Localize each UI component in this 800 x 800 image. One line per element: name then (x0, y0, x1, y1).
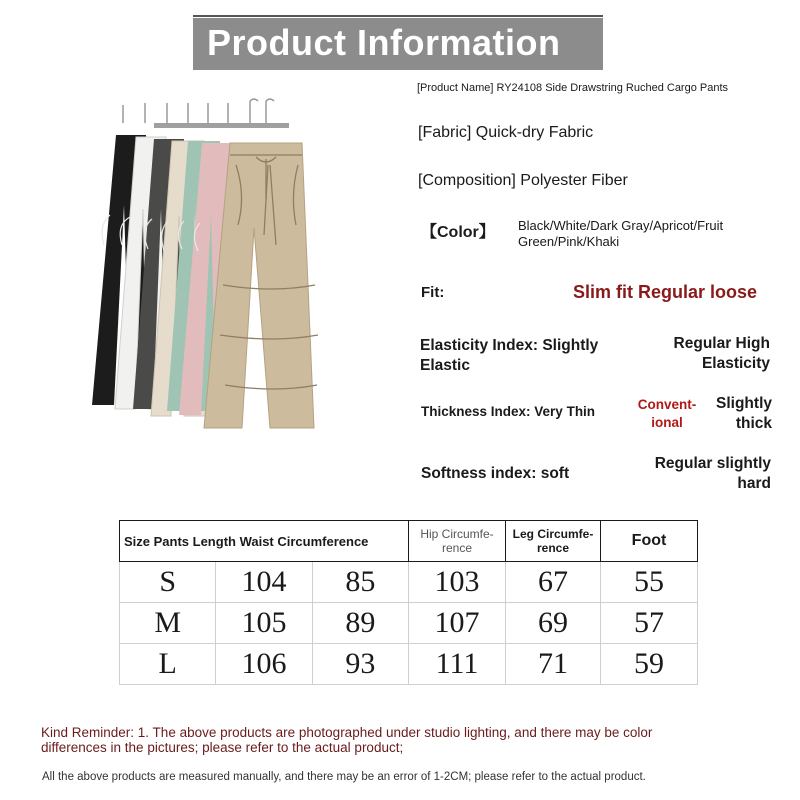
color-values-line1: Black/White/Dark Gray/Apricot/Fruit (518, 218, 724, 233)
kind-reminder (41, 725, 652, 755)
cell-length: 104 (216, 562, 312, 603)
page-title: Product Information (207, 22, 561, 63)
header-hip-line2: rence (441, 541, 473, 555)
cell-foot: 57 (601, 603, 698, 644)
header-hip (409, 521, 506, 562)
softness-label: Softness index: soft (421, 465, 570, 482)
kind-reminder-line2: differences in the pictures; please refer to the actual product; (41, 740, 404, 755)
cell-size: S (120, 562, 216, 603)
header-leg (506, 521, 601, 562)
cell-length: 106 (216, 644, 312, 685)
cell-waist: 85 (312, 562, 408, 603)
size-table (119, 520, 698, 685)
thickness-value-line2: thick (735, 415, 772, 432)
title-top-rule (193, 15, 603, 17)
cell-length: 105 (216, 603, 312, 644)
kind-reminder-line1: Kind Reminder: 1. The above products are photographed under studio lighting, and there may be color (41, 725, 653, 740)
header-hip-line1: Hip Circumfe- (420, 527, 494, 541)
thickness-value-line1: Slightly (716, 395, 772, 412)
elasticity-value (640, 334, 770, 374)
table-row (120, 603, 698, 644)
cell-size: M (120, 603, 216, 644)
softness-value-line2: hard (737, 475, 771, 492)
table-row (120, 644, 698, 685)
table-row (120, 562, 698, 603)
cell-leg: 69 (506, 603, 601, 644)
product-photo (80, 95, 380, 440)
color-values-line2: Green/Pink/Khaki (518, 234, 620, 249)
color-label: 【Color】 (421, 224, 495, 241)
header-leg-line1: Leg Circumfe- (512, 527, 594, 541)
cell-waist: 89 (312, 603, 408, 644)
fit-label: Fit: (421, 284, 445, 301)
cell-hip: 103 (409, 562, 506, 603)
elasticity-label-line1: Elasticity Index: Slightly (420, 337, 599, 354)
cell-leg: 71 (506, 644, 601, 685)
fit-value: Slim fit Regular loose (573, 282, 758, 302)
cell-hip: 111 (409, 644, 506, 685)
cell-leg: 67 (506, 562, 601, 603)
header-size-length-waist: Size Pants Length Waist Circumference (120, 521, 409, 562)
header-foot: Foot (601, 521, 698, 562)
size-table-header (120, 521, 698, 562)
thickness-middle (632, 396, 702, 432)
title-band (193, 18, 603, 70)
softness-value-line1: Regular slightly (654, 455, 771, 472)
thickness-label: Thickness Index: Very Thin (421, 404, 596, 419)
measurement-note: All the above products are measured manually, and there may be an error of 1-2CM; please refer to the actual product. (42, 771, 646, 783)
softness-value (630, 454, 771, 494)
product-name: [Product Name] RY24108 Side Drawstring Ruched Cargo Pants (417, 82, 729, 94)
hanger-bar (154, 123, 289, 128)
cell-hip: 107 (409, 603, 506, 644)
cell-foot: 55 (601, 562, 698, 603)
hanger-hooks (123, 99, 274, 125)
elasticity-label-line2: Elastic (420, 357, 470, 374)
fabric: [Fabric] Quick-dry Fabric (418, 124, 594, 141)
thickness-middle-line1: Convent- (637, 397, 697, 412)
composition: [Composition] Polyester Fiber (418, 172, 628, 189)
color-values (518, 218, 723, 250)
elasticity-value-line2: Elasticity (701, 355, 770, 372)
elasticity-label (420, 336, 598, 376)
cell-size: L (120, 644, 216, 685)
thickness-value (700, 394, 772, 434)
cell-foot: 59 (601, 644, 698, 685)
header-leg-line2: rence (536, 541, 570, 555)
elasticity-value-line1: Regular High (673, 335, 770, 352)
cell-waist: 93 (312, 644, 408, 685)
thickness-middle-line2: ional (651, 415, 683, 430)
